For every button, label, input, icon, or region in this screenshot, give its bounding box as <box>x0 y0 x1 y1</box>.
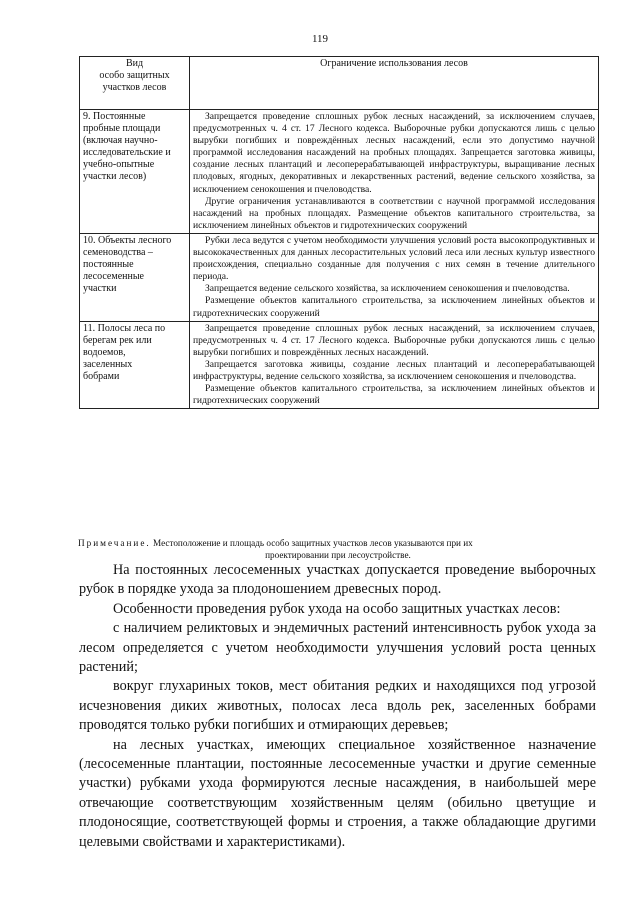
restriction-paragraph: Размещение объектов капитального строительства, за исключением линейных объектов и гидротехнических сооружений <box>193 383 595 407</box>
area-type-line: 9. Постоянные <box>83 111 146 122</box>
header-type-line: Вид <box>125 58 144 69</box>
area-type-line: 11. Полосы леса по <box>83 322 166 334</box>
body-paragraph: Особенности проведения рубок ухода на особо защитных участках лесов: <box>113 600 561 617</box>
area-type-line: водоемов, <box>83 346 126 358</box>
restriction-paragraph: Запрещается заготовка живицы, создание лесных плантаций и лесоперерабатывающей инфраструктуры, ведение сельского хозяйства, за исключением сенокошения и пчеловодства. <box>193 358 595 382</box>
area-type-line: бобрами <box>83 370 120 382</box>
area-type-line: исследовательские и <box>83 147 171 159</box>
area-type-line: пробные площади <box>83 123 161 135</box>
restriction-paragraph: Запрещается проведение сплошных рубок лесных насаждений, за исключением случаев, предусмотренных ч. 4 ст. 17 Лесного кодекса. Выборочные рубки допускаются лишь с целью вырубки погибших и повреждённых лесных насаждений. <box>193 322 595 358</box>
restriction-paragraph: Рубки леса ведутся с учетом необходимости улучшения условий роста высокопродуктивных и высококачественных для данных лесорастительных условий леса или лесных культур известного происхождения, специально созданные для получения с них семян в течение длительного периода. <box>193 234 595 283</box>
area-type-line: заселенных <box>83 358 133 370</box>
table-row <box>80 321 599 409</box>
table-header-row <box>80 57 599 110</box>
header-type-line: участков лесов <box>102 82 167 93</box>
note-label: Примечание. <box>78 538 151 548</box>
area-type-line: постоянные <box>83 259 134 271</box>
restriction-paragraph: Другие ограничения устанавливаются в соответствии с научной программой исследования насаждений на пробных площадях. Размещение объектов капитального строительства, за исключением линейных объектов и гидротехнических сооружений <box>193 195 595 231</box>
body-text <box>79 561 596 852</box>
note-text: Местоположение и площадь особо защитных участков лесов указываются при их <box>153 538 473 548</box>
area-type-line: учебно-опытные <box>83 159 155 171</box>
table-note <box>78 538 598 561</box>
body-paragraph: На постоянных лесосеменных участках допускается проведение выборочных рубок в порядке ухода за плодоношением древесных пород. <box>79 562 596 598</box>
area-type-cell <box>80 110 190 234</box>
table-row <box>80 233 599 321</box>
body-paragraph: на лесных участках, имеющих специальное хозяйственное назначение (лесосеменные плантации, постоянные лесосеменные участки и другие семенные участки) рубками ухода формируются лесные насаждения, в наибольшей мере отвечающие соответствующим хозяйственным целям (обильно цветущие и плодоносящие, соответствующей формы и строения, а также обладающие другими целевыми свойствами и характеристиками). <box>79 736 596 850</box>
header-col-type <box>80 57 190 110</box>
restriction-cell <box>190 110 599 234</box>
area-type-line: участки <box>83 283 117 295</box>
area-type-line: 10. Объекты лесного <box>83 234 172 246</box>
restriction-paragraph: Запрещается проведение сплошных рубок лесных насаждений, за исключением случаев, предусмотренных ч. 4 ст. 17 Лесного кодекса. Выборочные рубки допускаются лишь с целью вырубки погибших и повреждённых лесных насаждений, если это допустимо научной программой исследования насаждений на пробных площадях. Запрещается заготовка живицы, создание лесных плантаций и лесоперерабатывающей инфраструктуры, выращивание лесных плодовых, ягодных, декоративных и лекарственных растений, ведение сельского хозяйства, за исключением сенокошения и пчеловодства. <box>193 111 595 195</box>
area-type-line: берегам рек или <box>83 334 152 346</box>
forest-restrictions-table <box>79 56 599 409</box>
header-col-restriction: Ограничение использования лесов <box>190 57 599 110</box>
area-type-cell <box>80 233 190 321</box>
body-paragraph: вокруг глухариных токов, мест обитания редких и находящихся под угрозой исчезновения диких животных, полосах леса вдоль рек, заселенных бобрами проводятся только рубки погибших и отмирающих деревьев; <box>79 678 596 734</box>
restriction-paragraph: Запрещается ведение сельского хозяйства, за исключением сенокошения и пчеловодства. <box>205 283 570 295</box>
table-row <box>80 110 599 234</box>
area-type-line: лесосеменные <box>83 271 144 283</box>
restriction-paragraph: Размещение объектов капитального строительства, за исключением линейных объектов и гидротехнических сооружений <box>193 295 595 319</box>
area-type-cell <box>80 321 190 409</box>
header-type-line: особо защитных <box>99 70 170 81</box>
page-number: 119 <box>311 33 329 45</box>
body-paragraph: с наличием реликтовых и эндемичных растений интенсивность рубок ухода за лесом определяется с учетом необходимости улучшения условий роста ценных растений; <box>79 620 596 676</box>
restriction-cell <box>190 321 599 409</box>
note-text-continuation: проектировании при лесоустройстве. <box>265 549 411 560</box>
area-type-line: участки лесов) <box>83 171 147 183</box>
area-type-line: семеноводства – <box>83 247 153 259</box>
restriction-cell <box>190 233 599 321</box>
area-type-line: (включая научно- <box>83 135 158 147</box>
